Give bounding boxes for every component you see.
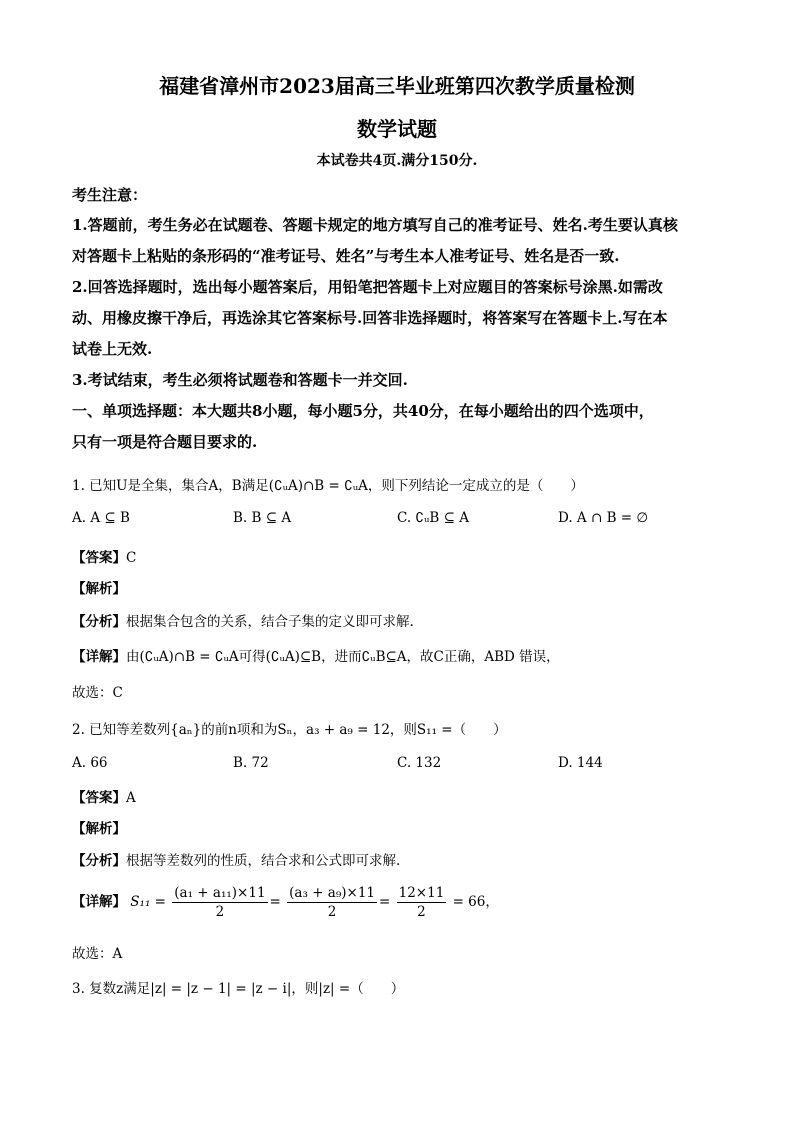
q2-fenxi: [72, 849, 722, 869]
fenxi-text: 根据集合包含的关系，结合子集的定义即可求解.: [126, 614, 414, 630]
detail-end: = 66，: [452, 894, 499, 910]
q1-option-c: C. ∁ᵤB ⊆ A: [397, 510, 469, 526]
answer-value: A: [126, 790, 136, 806]
q3-stem: 3. 复数z满足|z| = |z − 1| = |z − i|，则|z| =（ ）: [72, 981, 405, 997]
note-2-line-1: 2.回答选择题时，选出每小题答案后，用铅笔把答题卡上对应题目的答案标号涂黑.如需改: [72, 278, 663, 296]
fraction-3: [397, 884, 447, 921]
fenxi-label: 【分析】: [72, 614, 126, 630]
fraction-1: [172, 884, 267, 921]
fraction-1-num: (a₁ + a₁₁)×11: [174, 885, 266, 901]
q2-answer: [72, 786, 722, 806]
exam-subtitle: 数学试题: [357, 117, 437, 141]
q1-answer: [72, 546, 722, 566]
note-1-line-1: 1.答题前，考生务必在试题卷、答题卡规定的地方填写自己的准考证号、姓名.考生要认真核: [72, 216, 678, 234]
fraction-2: [287, 884, 377, 921]
q2-option-b: B. 72: [233, 755, 269, 771]
q1-option-d: D. A ∩ B = ∅: [558, 510, 649, 526]
section-1-line-2: 只有一项是符合题目要求的.: [72, 433, 258, 451]
answer-label: 【答案】: [72, 790, 126, 806]
q1-analysis-label: 【解析】: [72, 581, 126, 597]
q1-option-a: A. A ⊆ B: [72, 510, 130, 526]
fraction-2-den: 2: [327, 904, 337, 920]
q2-option-d: D. 144: [558, 755, 603, 771]
note-2-line-2: 动、用橡皮擦干净后，再选涂其它答案标号.回答非选择题时，将答案写在答题卡上.写在本: [72, 309, 668, 327]
fraction-1-den: 2: [215, 904, 225, 920]
q1-stem: 1. 已知U是全集，集合A，B满足(∁ᵤA)∩B = ∁ᵤA，则下列结论一定成立的是（ ）: [72, 478, 584, 494]
notes-heading: 考生注意：: [72, 186, 148, 204]
fenxi-text: 根据等差数列的性质，结合求和公式即可求解.: [126, 853, 401, 869]
exam-title: 福建省漳州市2023届高三毕业班第四次教学质量检测: [159, 74, 635, 98]
fenxi-label: 【分析】: [72, 853, 126, 869]
fraction-2-num: (a₃ + a₉)×11: [289, 885, 375, 901]
detail-label: 【详解】: [72, 649, 126, 665]
note-1-line-2: 对答题卡上粘贴的条形码的“准考证号、姓名”与考生本人准考证号、姓名是否一致.: [72, 247, 620, 265]
exam-info: 本试卷共4页.满分150分.: [316, 153, 478, 169]
q2-option-a: A. 66: [72, 755, 108, 771]
detail-text: 由(∁ᵤA)∩B = ∁ᵤA可得(∁ᵤA)⊆B，进而∁ᵤB⊆A，故C正确，ABD 错误，: [126, 649, 560, 665]
q2-stem: 2. 已知等差数列{aₙ}的前n项和为Sₙ，a₃ + a₉ = 12，则S₁₁ =（ ）: [72, 722, 507, 738]
fraction-3-num: 12×11: [398, 885, 445, 901]
answer-label: 【答案】: [72, 550, 126, 566]
q1-choice: 故选：C: [72, 685, 123, 701]
note-3: 3.考试结束，考生必须将试题卷和答题卡一并交回.: [72, 371, 408, 389]
q1-detail: [72, 645, 722, 665]
fraction-3-den: 2: [417, 904, 426, 920]
q2-choice: 故选：A: [72, 946, 123, 962]
section-1-line-1: 一、单项选择题：本大题共8小题，每小题5分，共40分，在每小题给出的四个选项中，: [72, 402, 654, 420]
answer-value: C: [126, 550, 137, 566]
q2-detail: 【详解】 S₁₁ = $\frac{\text{(a₁ + a₁₁)×11}}{2}$ = $\frac{\text{(a₃ + a₉)×11}}{2}$ = $\frac{12\times 11}{2}$ = 66，: [72, 885, 499, 920]
q1-option-b: B. B ⊆ A: [233, 510, 292, 526]
q2-analysis-label: 【解析】: [72, 821, 126, 837]
q2-option-c: C. 132: [397, 755, 442, 771]
q1-fenxi: [72, 610, 722, 630]
detail-label: 【详解】: [72, 894, 126, 910]
detail-lhs: S₁₁ =: [130, 894, 166, 910]
note-2-line-3: 试卷上无效.: [72, 340, 153, 358]
